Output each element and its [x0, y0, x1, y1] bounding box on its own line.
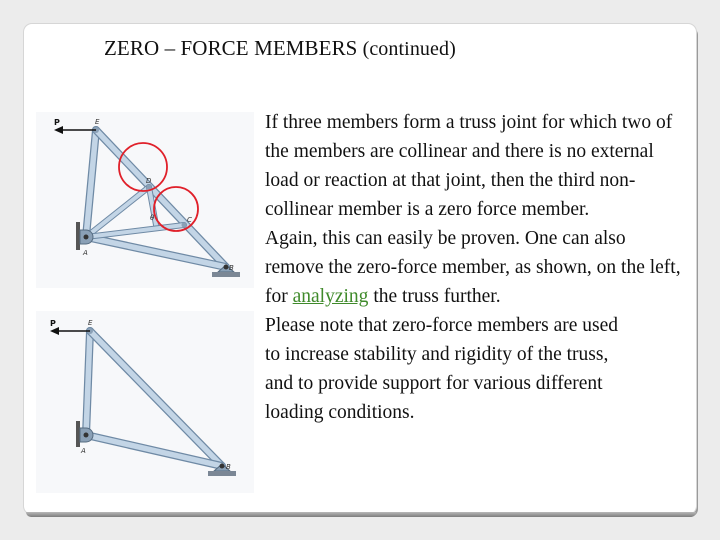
- label-P-2: P: [50, 319, 56, 328]
- analyzing-link[interactable]: analyzing: [292, 286, 369, 307]
- slide-bottom-bar: [26, 512, 696, 517]
- paragraph-2: [265, 224, 685, 311]
- pin-C: [182, 223, 187, 228]
- title-main: ZERO – FORCE MEMBERS: [104, 36, 358, 60]
- label-B-2: B: [226, 463, 231, 471]
- title-suffix: (continued): [357, 38, 456, 60]
- label-D: D: [146, 177, 152, 185]
- label-theta: θ: [150, 214, 155, 222]
- label-E: E: [95, 118, 100, 126]
- paragraph-3: [265, 311, 625, 427]
- slide-title: [104, 36, 456, 61]
- load-P-arrow: [54, 126, 96, 134]
- paragraph-1-text: If three members form a truss joint for which two of the members are collinear and there is no external load or reaction at that joint, then the third non-collinear member is a zero force member.: [265, 112, 673, 220]
- load-P-arrow-2: [50, 327, 90, 335]
- label-A: A: [83, 249, 88, 257]
- truss-diagram-1: [36, 112, 254, 288]
- paragraph-2-text-end: the truss further.: [368, 286, 501, 307]
- label-B: B: [229, 264, 234, 272]
- label-C: C: [187, 216, 192, 224]
- body-text: [265, 108, 685, 427]
- label-A-2: A: [81, 447, 86, 455]
- paragraph-2-text: Again, this can easily be proven. One can also remove the zero-force member, as shown, on the left, for: [265, 228, 681, 307]
- truss-members-simplified: [86, 331, 222, 466]
- pin-D: [147, 185, 152, 190]
- paragraph-3-text: Please note that zero-force members are used to increase stability and rigidity of the truss, and to provide support for various different loading conditions.: [265, 315, 618, 423]
- label-E-2: E: [88, 319, 93, 327]
- label-P: P: [54, 118, 60, 127]
- truss-figure-with-zero-force-members: [36, 112, 254, 288]
- truss-figure-simplified: [36, 311, 254, 493]
- truss-diagram-2: [36, 311, 254, 493]
- paragraph-1: [265, 108, 685, 224]
